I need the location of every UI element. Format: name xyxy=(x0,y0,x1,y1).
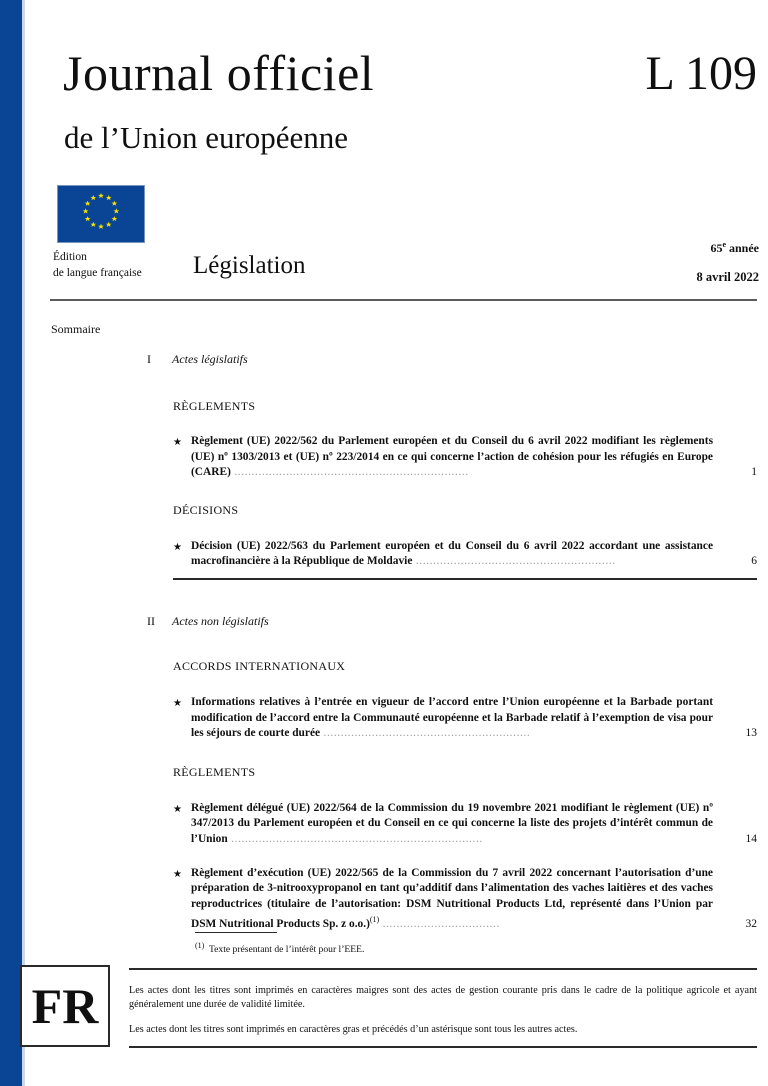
journal-cover-page xyxy=(25,0,768,1086)
section-title: Législation xyxy=(193,252,306,279)
eea-note-marker: (1) xyxy=(369,915,380,925)
eu-flag-icon xyxy=(57,185,145,243)
leader-dots: ............................................................ xyxy=(320,727,531,740)
footer-rule-bottom xyxy=(129,1046,757,1048)
left-blue-spine xyxy=(0,0,22,1086)
sommaire-label: Sommaire xyxy=(51,322,101,336)
toc-entry[interactable] xyxy=(173,434,757,481)
toc-entry-page: 32 xyxy=(745,918,757,931)
part-heading-i xyxy=(147,352,768,367)
star-icon: ★ xyxy=(173,437,182,448)
toc-entry[interactable] xyxy=(173,866,757,933)
toc-entry[interactable] xyxy=(173,695,757,742)
year-ordinal-suffix: e xyxy=(722,240,726,249)
section-heading-decisions: DÉCISIONS xyxy=(173,502,239,517)
toc-entry-title: Règlement délégué (UE) 2022/564 de la Commission du 19 novembre 2021 modifiant le règlement (UE) nº 347/2013 du Parlement européen et du Conseil en ce qui concerne la liste des projets d’intérêt commun de l’Union ......................................................................... xyxy=(191,801,713,845)
footer-legal-notice xyxy=(129,984,757,1037)
toc-entry-title: Règlement d’exécution (UE) 2022/565 de la Commission du 7 avril 2022 concernant l’autorisation d’une préparation de 3-nitrooxypropanol en tant qu’additif dans l’alimentation des vaches laitières et des vaches reproductrices (titulaire de l’autorisation: DSM Nutritional Products Ltd, représenté dans l’Union par DSM Nutritional Products Sp. z o.o.)$^{(1)}$ .................................. xyxy=(191,866,713,931)
toc-entry[interactable] xyxy=(173,539,757,570)
edition-language xyxy=(53,250,193,281)
issue-reference: L 109 xyxy=(645,47,757,100)
masthead-divider xyxy=(50,299,757,301)
toc-entry-title: Informations relatives à l’entrée en vigueur de l’accord entre l’Union européenne et la Barbade portant modification de l’accord entre la Communauté européenne et la Barbade relatif à l’exemption de visa pour les séjours de courte durée ............................................................ xyxy=(191,695,713,740)
footnote xyxy=(195,941,364,955)
part-heading-ii xyxy=(147,614,768,629)
toc-entry-page: 6 xyxy=(751,555,757,568)
footnote-marker: (1) xyxy=(195,941,205,950)
star-icon: ★ xyxy=(173,868,182,880)
footnote-rule xyxy=(195,932,277,933)
part-numeral: II xyxy=(147,613,155,628)
publication-date: 8 avril 2022 xyxy=(696,270,759,284)
part-label: Actes non législatifs xyxy=(172,613,269,628)
leader-dots: .......................................................... xyxy=(412,555,616,568)
journal-subtitle: de l’Union européenne xyxy=(64,120,349,155)
star-icon: ★ xyxy=(173,697,182,709)
year-word: année xyxy=(726,241,759,255)
toc-entry[interactable] xyxy=(173,801,757,848)
footer-rule-top xyxy=(129,968,757,970)
footnote-text: Texte présentant de l’intérêt pour l’EEE. xyxy=(208,944,365,956)
language-code-badge xyxy=(20,965,110,1047)
edition-language-label: de langue française xyxy=(53,266,142,279)
part-numeral: I xyxy=(147,352,151,366)
table-of-contents xyxy=(25,352,768,933)
part-divider xyxy=(173,578,757,580)
footer-paragraph-1: Les actes dont les titres sont imprimés en caractères maigres sont des actes de gestion courante pris dans le cadre de la politique agricole et ayant généralement une durée de validité limitée. xyxy=(129,985,757,1010)
leader-dots: ......................................................................... xyxy=(227,832,483,845)
section-heading-reglements-2: RÈGLEMENTS xyxy=(173,764,256,779)
toc-entry-page: 1 xyxy=(751,466,757,479)
leader-dots: .................................. xyxy=(379,918,500,931)
section-heading-reglements-1: RÈGLEMENTS xyxy=(173,399,256,413)
journal-title: Journal officiel xyxy=(63,45,375,101)
toc-entry-page: 13 xyxy=(745,727,757,740)
language-code-label: FR xyxy=(31,978,99,1034)
edition-label: Édition xyxy=(53,251,87,263)
toc-entry-title: Règlement (UE) 2022/562 du Parlement européen et du Conseil du 6 avril 2022 modifiant les règlements (UE) nº 1303/2013 et (UE) nº 223/2014 en ce qui concerne l’action de cohésion pour les réfugiés en Europe (CARE) .................................................................... xyxy=(191,435,713,479)
toc-entry-page: 14 xyxy=(745,832,757,845)
year-of-publication xyxy=(710,240,759,256)
toc-entry-title: Décision (UE) 2022/563 du Parlement européen et du Conseil du 6 avril 2022 accordant une assistance macrofinancière à la République de Moldavie .......................................................... xyxy=(191,539,713,568)
star-icon: ★ xyxy=(173,541,182,553)
part-label: Actes législatifs xyxy=(172,352,248,366)
star-icon: ★ xyxy=(173,803,182,815)
section-heading-accords: ACCORDS INTERNATIONAUX xyxy=(173,658,346,673)
year-number: 65 xyxy=(710,241,723,255)
leader-dots: .................................................................... xyxy=(230,466,469,479)
footer-paragraph-2: Les actes dont les titres sont imprimés en caractères gras et précédés d’un astérisque sont tous les autres actes. xyxy=(129,1024,578,1035)
